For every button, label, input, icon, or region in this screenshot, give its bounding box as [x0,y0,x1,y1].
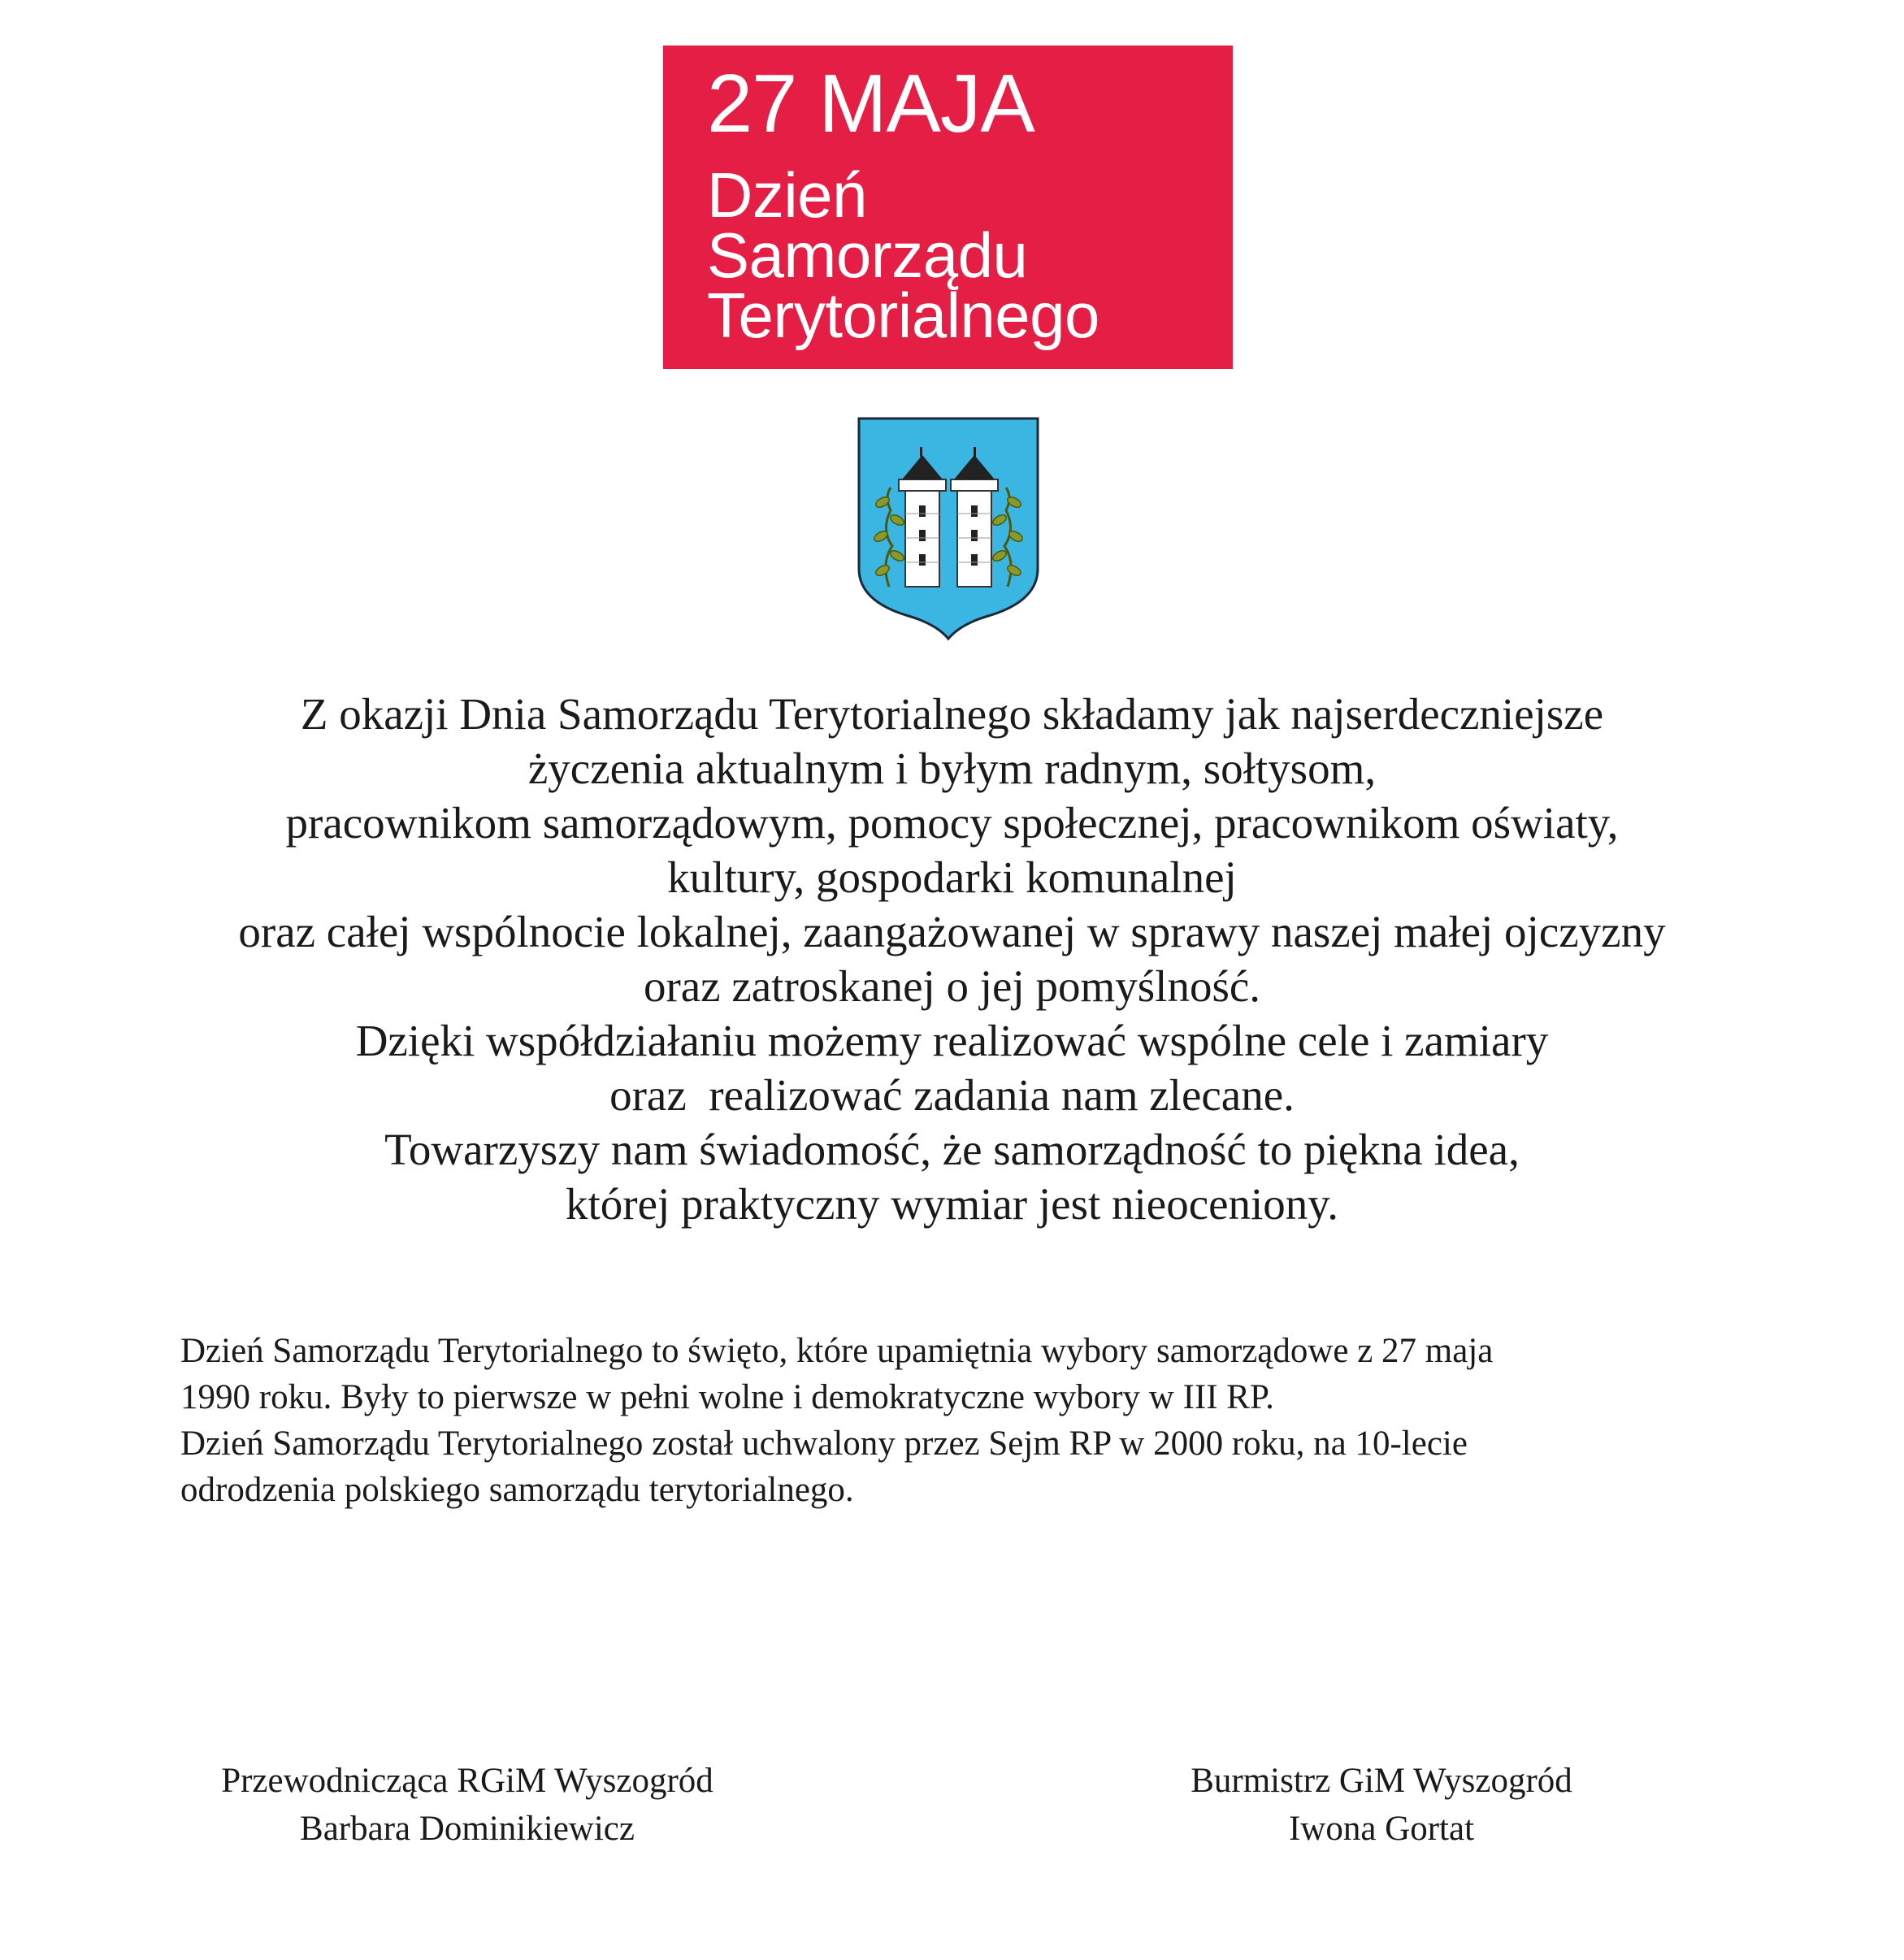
wishes-line: kultury, gospodarki komunalnej [667,852,1237,902]
wishes-line: Z okazji Dnia Samorządu Terytorialnego składamy jak najserdeczniejsze [300,689,1604,739]
banner-title-line-1: Dzień [707,159,867,231]
banner-title-line-2: Samorządu [707,219,1028,291]
info-line: odrodzenia polskiego samorządu terytorialnego. [180,1471,854,1509]
event-banner [663,46,1233,369]
wishes-line: życzenia aktualnym i byłym radnym, sołtysom, [527,744,1377,793]
signature-left-title: Przewodnicząca RGiM Wyszogród [221,1762,713,1800]
signature-right [1146,1757,1617,1853]
signature-right-title: Burmistrz GiM Wyszogród [1191,1762,1572,1800]
info-line: Dzień Samorządu Terytorialnego to święto, które upamiętnia wybory samorządowe z 27 maja [180,1332,1494,1370]
info-line: 1990 roku. Były to pierwsze w pełni wolne i demokratyczne wybory w III RP. [180,1378,1274,1416]
signature-left-name: Barbara Dominikiewicz [300,1810,635,1848]
wishes-line: oraz realizować zadania nam zlecane. [609,1070,1295,1120]
signature-left [180,1757,754,1853]
banner-title-line-3: Terytorialnego [707,280,1099,351]
banner-date: 27 MAJA [707,59,1034,150]
coat-of-arms-icon [857,416,1040,642]
wishes-line: której praktyczny wymiar jest nieoceniony. [566,1179,1338,1229]
info-line: Dzień Samorządu Terytorialnego został uchwalony przez Sejm RP w 2000 roku, na 10-lecie [180,1424,1468,1463]
wishes-text [0,687,1904,1231]
signature-right-name: Iwona Gortat [1288,1810,1475,1848]
wishes-line: pracownikom samorządowym, pomocy społecznej, pracownikom oświaty, [285,798,1619,848]
info-paragraph [180,1328,1741,1513]
wishes-line: oraz zatroskanej o jej pomyślność. [643,961,1261,1011]
wishes-line: Towarzyszy nam świadomość, że samorządność to piękna idea, [384,1125,1520,1174]
wishes-line: Dzięki współdziałaniu możemy realizować wspólne cele i zamiary [355,1016,1549,1065]
wishes-line: oraz całej wspólnocie lokalnej, zaangażowanej w sprawy naszej małej ojczyzny [238,907,1666,956]
